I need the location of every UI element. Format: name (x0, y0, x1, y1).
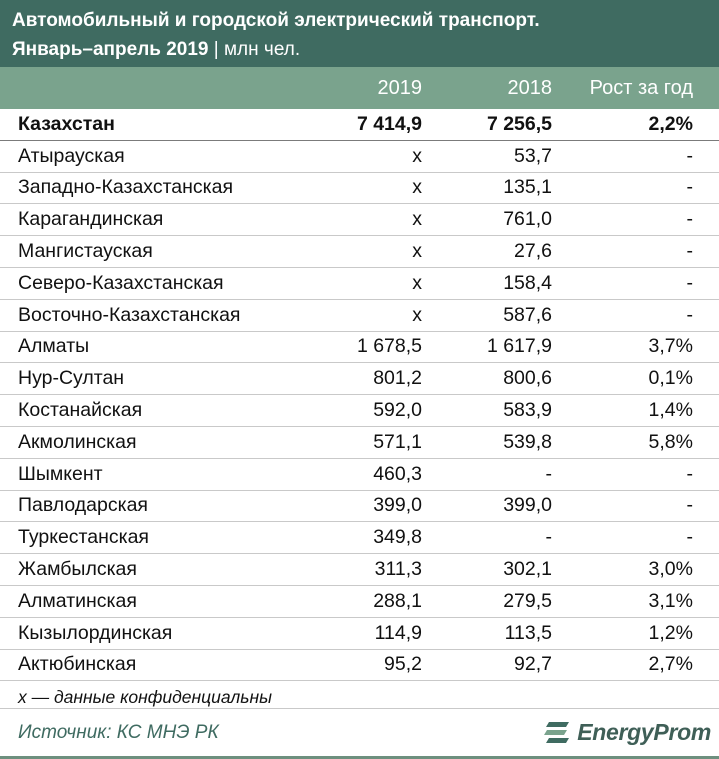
table-row (0, 617, 719, 649)
value-2018: 302,1 (422, 554, 552, 586)
logo-text: EnergyProm (577, 719, 711, 746)
region-name: Нур-Султан (0, 363, 300, 395)
row-spacer (693, 236, 719, 268)
value-2019: 95,2 (300, 649, 422, 681)
value-2019: 349,8 (300, 522, 422, 554)
row-spacer (693, 299, 719, 331)
region-name: Северо-Казахстанская (0, 267, 300, 299)
value-2018: 279,5 (422, 585, 552, 617)
data-table (0, 109, 719, 681)
value-2019: 288,1 (300, 585, 422, 617)
value-2019: x (300, 299, 422, 331)
table-row (0, 649, 719, 681)
region-name: Восточно-Казахстанская (0, 299, 300, 331)
value-2019: 114,9 (300, 617, 422, 649)
region-name: Алматинская (0, 585, 300, 617)
column-header-2018: 2018 (507, 76, 552, 99)
value-2019: 571,1 (300, 426, 422, 458)
column-header-2019: 2019 (377, 76, 422, 99)
title-period: Январь–апрель 2019 (12, 39, 209, 60)
row-spacer (693, 395, 719, 427)
region-name: Западно-Казахстанская (0, 172, 300, 204)
energyprom-logo (543, 718, 711, 748)
footer (0, 709, 719, 759)
table-row (0, 236, 719, 268)
value-2018: 7 256,5 (422, 109, 552, 140)
value-2019: x (300, 140, 422, 172)
row-spacer (693, 204, 719, 236)
column-header-growth: Рост за год (589, 76, 693, 99)
value-2019: x (300, 236, 422, 268)
value-2018: 27,6 (422, 236, 552, 268)
growth-value: 1,4% (552, 395, 693, 427)
row-spacer (693, 109, 719, 140)
growth-value: - (552, 522, 693, 554)
table-row (0, 299, 719, 331)
table-row (0, 490, 719, 522)
row-spacer (693, 267, 719, 299)
value-2019: x (300, 204, 422, 236)
growth-value: - (552, 490, 693, 522)
energyprom-logo-icon (543, 718, 573, 748)
table-row (0, 140, 719, 172)
value-2019: x (300, 267, 422, 299)
region-name: Казахстан (0, 109, 300, 140)
value-2018: 92,7 (422, 649, 552, 681)
value-2019: 592,0 (300, 395, 422, 427)
value-2019: x (300, 172, 422, 204)
growth-value: 0,1% (552, 363, 693, 395)
row-spacer (693, 649, 719, 681)
title-unit: | млн чел. (208, 39, 301, 60)
confidential-note: x — данные конфиденциальны (0, 681, 719, 709)
table-row (0, 458, 719, 490)
row-spacer (693, 554, 719, 586)
value-2019: 460,3 (300, 458, 422, 490)
row-spacer (693, 140, 719, 172)
table-row (0, 522, 719, 554)
value-2018: - (422, 522, 552, 554)
region-name: Кызылординская (0, 617, 300, 649)
region-name: Атырауская (0, 140, 300, 172)
value-2019: 7 414,9 (300, 109, 422, 140)
table-row (0, 395, 719, 427)
table-row (0, 172, 719, 204)
table-row (0, 426, 719, 458)
growth-value: 2,7% (552, 649, 693, 681)
value-2018: 53,7 (422, 140, 552, 172)
row-spacer (693, 426, 719, 458)
region-name: Карагандинская (0, 204, 300, 236)
table-row (0, 109, 719, 140)
growth-value: 5,8% (552, 426, 693, 458)
row-spacer (693, 617, 719, 649)
value-2018: 399,0 (422, 490, 552, 522)
column-headers (0, 67, 719, 109)
value-2018: 113,5 (422, 617, 552, 649)
table-row (0, 363, 719, 395)
growth-value: 3,1% (552, 585, 693, 617)
growth-value: - (552, 140, 693, 172)
growth-value: - (552, 172, 693, 204)
region-name: Костанайская (0, 395, 300, 427)
row-spacer (693, 522, 719, 554)
value-2018: 1 617,9 (422, 331, 552, 363)
region-name: Жамбылская (0, 554, 300, 586)
row-spacer (693, 363, 719, 395)
growth-value: - (552, 458, 693, 490)
table-row (0, 204, 719, 236)
value-2018: 583,9 (422, 395, 552, 427)
row-spacer (693, 458, 719, 490)
growth-value: - (552, 299, 693, 331)
value-2018: 158,4 (422, 267, 552, 299)
source-text: Источник: КС МНЭ РК (18, 721, 219, 743)
title-line-2 (12, 35, 707, 64)
region-name: Туркестанская (0, 522, 300, 554)
region-name: Алматы (0, 331, 300, 363)
value-2018: 539,8 (422, 426, 552, 458)
growth-value: - (552, 236, 693, 268)
value-2019: 399,0 (300, 490, 422, 522)
value-2018: 800,6 (422, 363, 552, 395)
growth-value: - (552, 267, 693, 299)
table-row (0, 267, 719, 299)
table-row (0, 331, 719, 363)
table-row (0, 585, 719, 617)
region-name: Актюбинская (0, 649, 300, 681)
row-spacer (693, 331, 719, 363)
region-name: Мангистауская (0, 236, 300, 268)
row-spacer (693, 490, 719, 522)
value-2018: 587,6 (422, 299, 552, 331)
growth-value: 3,7% (552, 331, 693, 363)
table-title (0, 0, 719, 67)
growth-value: 2,2% (552, 109, 693, 140)
value-2019: 311,3 (300, 554, 422, 586)
value-2019: 801,2 (300, 363, 422, 395)
value-2018: - (422, 458, 552, 490)
region-name: Акмолинская (0, 426, 300, 458)
row-spacer (693, 585, 719, 617)
value-2019: 1 678,5 (300, 331, 422, 363)
growth-value: 1,2% (552, 617, 693, 649)
region-name: Шымкент (0, 458, 300, 490)
growth-value: - (552, 204, 693, 236)
table-row (0, 554, 719, 586)
region-name: Павлодарская (0, 490, 300, 522)
value-2018: 761,0 (422, 204, 552, 236)
row-spacer (693, 172, 719, 204)
title-line-1: Автомобильный и городской электрический транспорт. (12, 10, 540, 31)
growth-value: 3,0% (552, 554, 693, 586)
value-2018: 135,1 (422, 172, 552, 204)
